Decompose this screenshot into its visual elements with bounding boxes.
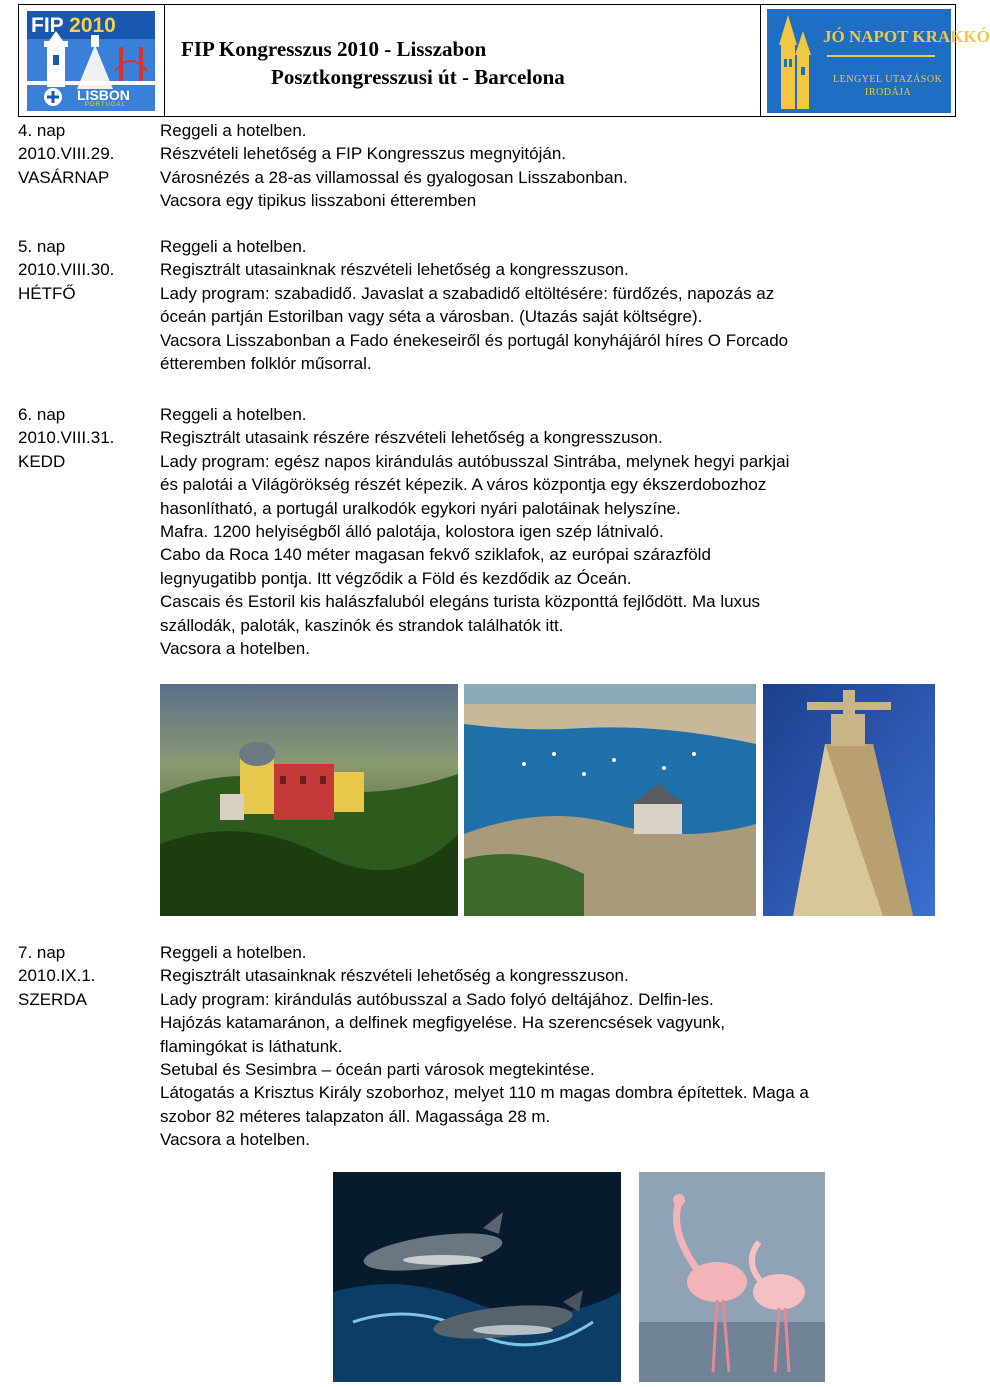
krakko-logo-line2: LENGYEL UTAZÁSOK [833,74,943,85]
description-line: Részvételi lehetőség a FIP Kongresszus megnyitóján. [160,144,567,164]
day-description [160,119,952,213]
krakko-logo-title: JÓ NAPOT KRAKKÓ [823,27,990,46]
description-line: flamingókat is láthatunk. [160,1036,343,1056]
description-line: étteremben folklór műsorral. [160,354,372,374]
page-header [18,4,990,117]
day-weekday: SZERDA [18,989,87,1009]
day-number: 4. nap [18,121,66,140]
description-line: Reggeli a hotelben. [160,405,307,424]
description-line: Lady program: szabadidő. Javaslat a szabadidő eltöltésére: fürdőzés, napozás az [160,283,775,303]
fip-logo-text: FIP 2010 [31,14,116,37]
day-number: 6. nap [18,405,66,424]
flamingos-photo [639,1172,825,1382]
description-line: Mafra. 1200 helyiségből álló palotája, kolostora igen szép látnivaló. [160,522,664,542]
day-date: 2010.VIII.29. [18,144,115,164]
sintra-palace-photo [160,684,458,916]
description-line: Vacsora a hotelben. [160,639,310,659]
day-label [18,235,158,305]
header-left-cell [19,5,165,116]
cascais-bay-photo [464,684,756,916]
description-line: Setubal és Sesimbra – óceán parti városok megtekintése. [160,1060,595,1080]
description-line: Regisztrált utasaink részére részvételi lehetőség a kongresszuson. [160,428,663,448]
day-number: 5. nap [18,237,66,256]
day-label [18,403,158,473]
description-line: óceán partján Estorilban vagy séta a városban. (Utazás saját költségre). [160,307,703,327]
jo-napot-krakko-logo [767,9,990,113]
description-line: Reggeli a hotelben. [160,121,307,140]
header-right-cell [760,5,990,116]
dolphins-image-icon [333,1172,621,1382]
sintra-palace-image-icon [160,684,458,916]
day-weekday: KEDD [18,451,66,471]
fip-lisbon-logo [27,11,155,111]
lisbon-logo-text: LISBON [77,87,130,103]
day-date: 2010.IX.1. [18,966,96,986]
cascais-bay-image-icon [464,684,756,916]
cristo-rei-statue-photo [763,684,935,916]
day-number: 7. nap [18,943,66,962]
header-title-block [165,35,761,91]
krakko-logo-art-icon [767,9,951,113]
description-line: Regisztrált utasainknak részvételi lehetőség a kongresszuson. [160,966,629,986]
day-description [160,235,952,375]
dolphins-photo [333,1172,621,1382]
description-line: Vacsora Lisszabonban a Fado énekeseiről és portugál konyhájáról híres O Forcado [160,330,789,350]
description-line: Városnézés a 28-as villamossal és gyalogosan Lisszabonban. [160,167,628,187]
description-line: szobor 82 méteres talapzaton áll. Magassága 28 m. [160,1106,551,1126]
header-table [18,4,990,117]
cristo-rei-image-icon [763,684,935,916]
description-line: Regisztrált utasainknak részvételi lehetőség a kongresszuson. [160,260,629,280]
day-label [18,941,158,1011]
description-line: Reggeli a hotelben. [160,237,307,256]
description-line: Lady program: kirándulás autóbusszal a Sado folyó deltájához. Delfin-les. [160,989,714,1009]
day-label [18,119,158,189]
krakko-logo-line3: IRODÁJA [865,87,912,98]
description-line: és palotái a Világörökség részét képezik. A város központja egy ékszerdobozhoz [160,475,767,495]
day-weekday: HÉTFŐ [18,283,76,303]
description-line: hasonlítható, a portugál uralkodók egykori nyári palotáinak helyszíne. [160,498,681,518]
page-subtitle: Posztkongresszusi út - Barcelona [271,65,565,89]
portugal-logo-text: PORTUGAL [85,102,126,108]
description-line: Vacsora egy tipikus lisszaboni étteremben [160,191,477,211]
day-description [160,941,952,1152]
day-weekday: VASÁRNAP [18,167,110,187]
description-line: Látogatás a Krisztus Király szoborhoz, melyet 110 m magas dombra építettek. Maga a [160,1083,809,1103]
description-line: Lady program: egész napos kirándulás autóbusszal Sintrába, melynek hegyi parkjai [160,451,790,471]
description-line: legnyugatibb pontja. Itt végződik a Föld és kezdődik az Óceán. [160,568,632,588]
description-line: Reggeli a hotelben. [160,943,307,962]
day-date: 2010.VIII.31. [18,428,115,448]
description-line: Cabo da Roca 140 méter magasan fekvő sziklafok, az európai szárazföld [160,545,711,565]
description-line: Cascais és Estoril kis halászfaluból elegáns turista központtá fejlődött. Ma luxus [160,592,761,612]
description-line: szállodák, paloták, kaszinók és strandok találhatók itt. [160,615,564,635]
page-title: FIP Kongresszus 2010 - Lisszabon [181,37,487,61]
day-description [160,403,952,660]
description-line: Vacsora a hotelben. [160,1130,310,1150]
flamingos-image-icon [639,1172,825,1382]
day-date: 2010.VIII.30. [18,260,115,280]
description-line: Hajózás katamaránon, a delfinek megfigyelése. Ha szerencsések vagyunk, [160,1013,726,1033]
